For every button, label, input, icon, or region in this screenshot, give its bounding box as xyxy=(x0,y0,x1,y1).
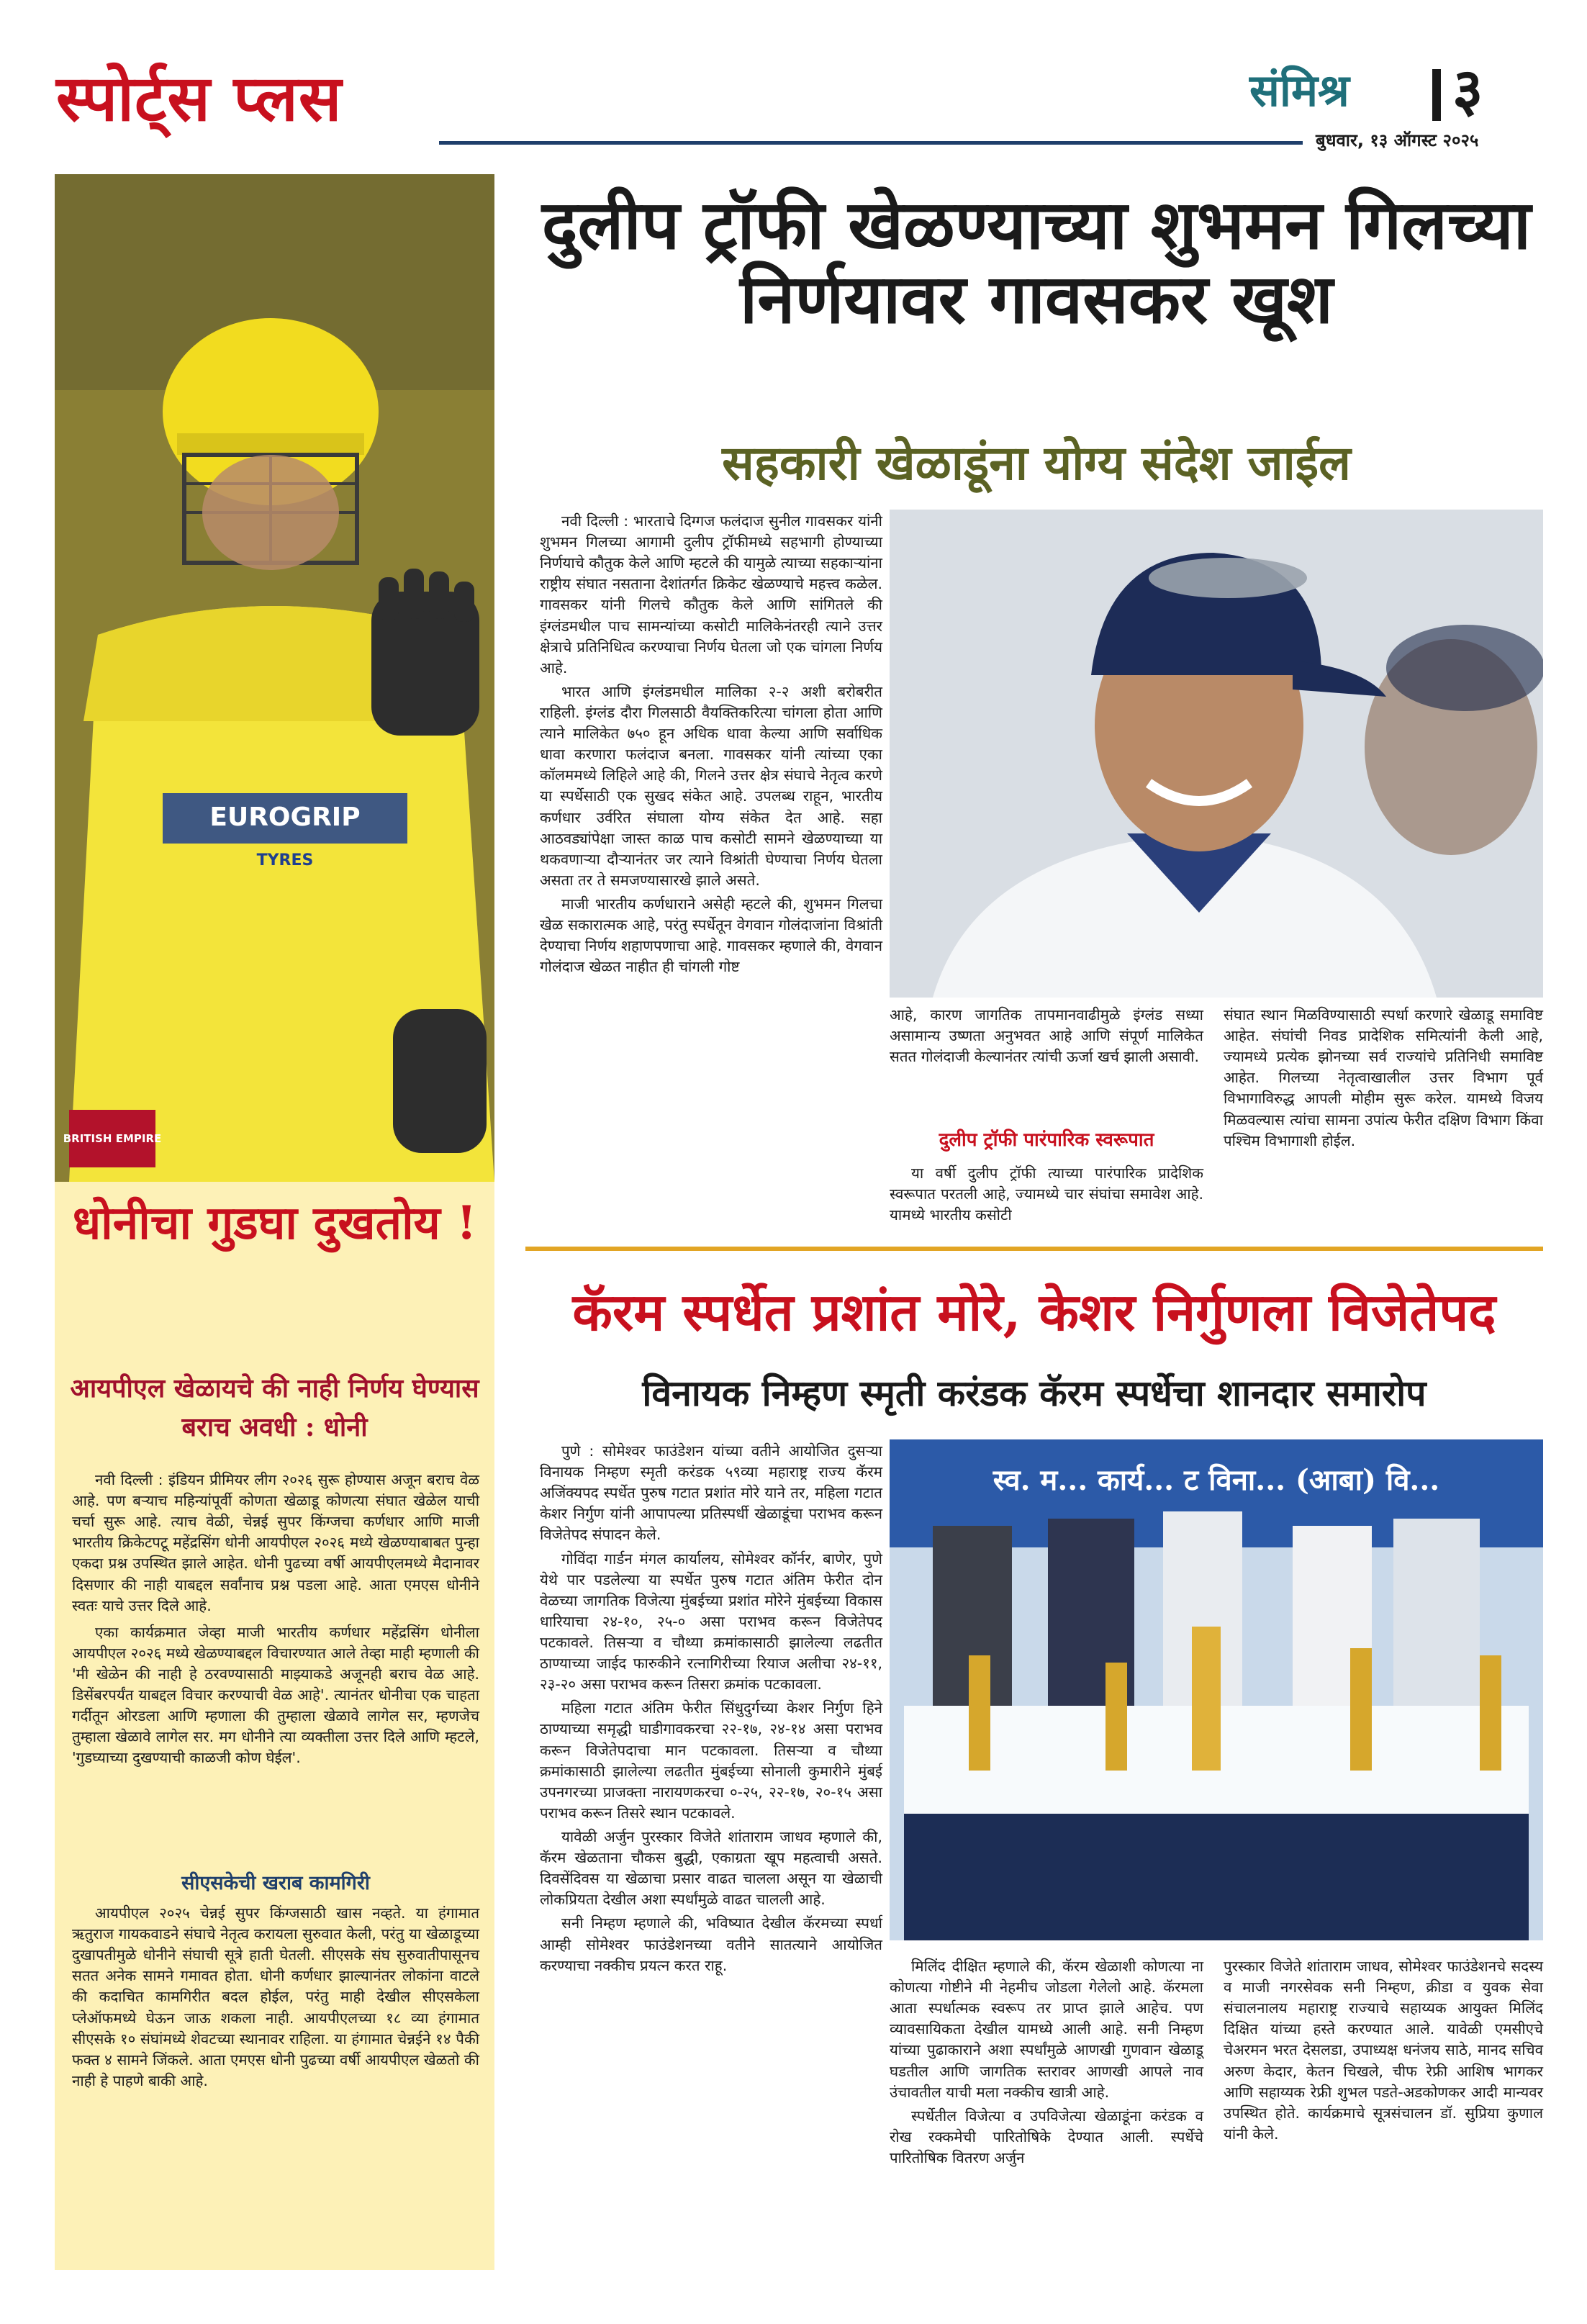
article1-column-1 xyxy=(540,511,882,980)
article2-column-2 xyxy=(890,1956,1203,2171)
masthead-title: स्पोर्ट्स प्लस xyxy=(56,60,343,135)
sidebar-body xyxy=(72,1470,479,1775)
article1-paragraph: नवी दिल्ली : भारताचे दिग्गज फलंदाज सुनील गावसकर यांनी शुभमन गिलच्या आगामी दुलीप ट्रॉफीमध्ये सहभागी होण्याच्या निर्णयाचे कौतुक केले आणि म्हटले की यामुळे त्याच्या सहकाऱ्यांना राष्ट्रीय संघात नसताना देशांतर्गत क्रिकेट खेळण्याचे महत्त्व कळेल. गावसकर यांनी गिलचे कौतुक केले आणि सांगितले की इंग्लंडमधील पाच सामन्यांच्या कसोटी मालिकेनंतरही त्याने उत्तर क्षेत्राचे प्रतिनिधित्व करण्याचा निर्णय घेतला जो एक चांगला निर्णय आहे. xyxy=(540,512,882,677)
article1-deck: सहकारी खेळाडूंना योग्य संदेश जाईल xyxy=(722,435,1351,491)
article1-column-2-top: आहे, कारण जागतिक तापमानवाढीमुळे इंग्लंड सध्या असामान्य उष्णता अनुभवत आहे आणि संपूर्ण मालिकेत सतत गोलंदाजी केल्यानंतर त्यांची ऊर्जा खर्च झाली असावी. xyxy=(890,1006,1203,1066)
article1-column-2-bottom xyxy=(890,1163,1203,1226)
article2-column-1 xyxy=(540,1441,882,1979)
page-number: ३ xyxy=(1452,55,1483,125)
section-name: संमिश्र xyxy=(1249,64,1349,117)
sponsor-logo-text: EUROGRIP xyxy=(209,802,361,832)
article1-paragraph: या वर्षी दुलीप ट्रॉफी त्याच्या पारंपारिक प्रादेशिक स्वरूपात परतली आहे, ज्यामध्ये चार संघांचा समावेश आहे. यामध्ये भारतीय कसोटी xyxy=(890,1165,1203,1224)
sidebar-paragraph: आयपीएल २०२५ चेन्नई सुपर किंग्जसाठी खास नव्हते. या हंगामात ऋतुराज गायकवाडने संघाचे नेतृत्व करायला सुरुवात केली, परंतु या खेळाडूच्या दुखापतीमुळे धोनीने संघाची सूत्रे हाती घेतली. सीएसके संघ सुरुवातीपासूनच सतत अनेक सामने गमावत होता. धोनी कर्णधार झाल्यानंतर लोकांना वाटले की कदाचित कामगिरीत बदल होईल, परंतु माही देखील सीएसकेला प्लेऑफमध्ये घेऊन जाऊ शकला नाही. आयपीएलच्या १८ व्या हंगामात सीएसके १० संघांमध्ये शेवटच्या स्थानावर राहिला. या हंगामात चेन्नईने १४ पैकी फक्त ४ सामने जिंकले. आता एमएस धोनी पुढच्या वर्षी आयपीएल खेळतो की नाही हे पाहणे बाकी आहे. xyxy=(72,1904,479,2089)
sidebar-paragraph: एका कार्यक्रमात जेव्हा माजी भारतीय कर्णधार महेंद्रसिंग धोनीला आयपीएल २०२६ मध्ये खेळण्याबद्दल विचारण्यात आले तेव्हा माही म्हणाली की 'मी खेळेन की नाही हे ठरवण्यासाठी माझ्याकडे अजूनही बराच वेळ आहे. डिसेंबरपर्यंत याबद्दल विचार करण्याची वेळ आहे'. त्यानंतर धोनीचा एक चाहता गर्दीतून ओरडला आणि म्हणाला की तुम्हाला खेळावे लागेल सर, म्हणजेच तुम्हाला खेळावे लागेल सर. मग धोनीने त्या व्यक्तीला उत्तर दिले आणि म्हटले, 'गुडघ्याच्या दुखण्याची काळजी कोण घेईल'. xyxy=(72,1623,479,1767)
award-ceremony-photo xyxy=(890,1439,1543,1940)
sidebar-headline: धोनीचा गुडघा दुखतोय ! xyxy=(72,1196,477,1250)
section-divider-rule xyxy=(525,1247,1543,1251)
article1-paragraph: भारत आणि इंग्लंडमधील मालिका २-२ अशी बरोबरीत राहिली. इंग्लंड दौरा गिलसाठी वैयक्तिकरित्या चांगला होता आणि त्याने मालिकेत ७५० हून अधिक धावा केल्या आणि सर्वाधिक धावा करणारा फलंदाज बनला. गावसकर यांनी त्यांच्या एका कॉलममध्ये लिहिले आहे की, गिलने उत्तर क्षेत्र संघाचे नेतृत्व करणे या स्पर्धेसाठी एक सुखद संकेत आहे. उपलब्ध राहून, भारतीय कर्णधार उर्वरित संघाला योग्य संकेत देत आहे. सहा आठवड्यांपेक्षा जास्त काळ पाच कसोटी सामने खेळण्याच्या या थकवणाऱ्या दौऱ्यानंतर जर त्याने विश्रांती घेण्याचा निर्णय घेतला असता तर ते समजण्यासारखे झाले असते. xyxy=(540,682,882,889)
award-banner-text: स्व. म... कार्य... ट विना... (आबा) वि... xyxy=(993,1463,1440,1497)
top-rule xyxy=(439,141,1303,145)
article1-subhead: दुलीप ट्रॉफी पारंपारिक स्वरूपात xyxy=(939,1129,1154,1151)
section-divider xyxy=(1432,69,1441,121)
article1-paragraph: माजी भारतीय कर्णधाराने असेही म्हटले की, शुभमन गिलचा खेळ सकारात्मक आहे, परंतु स्पर्धेतून वेगवान गोलंदाजांना विश्रांती देण्याचा निर्णय शहाणपणाचा आहे. गावसकर म्हणाले की, वेगवान गोलंदाज खेळत नाहीत ही चांगली गोष्ट xyxy=(540,895,882,976)
badge-logo: BRITISH EMPIRE xyxy=(63,1132,162,1145)
article2-paragraph: गोविंदा गार्डन मंगल कार्यालय, सोमेश्वर कॉर्नर, बाणेर, पुणे येथे पार पडलेल्या या स्पर्धेत पुरुष गटात अंतिम फेरीत दोन वेळच्या जागतिक विजेत्या मुंबईच्या प्रशांत मोरेने मुंबईच्या विकास धारियाचा २४-१०, २५-० असा पराभव करून विजेतेपद पटकावले. तिसऱ्या व चौथ्या क्रमांकासाठी झालेल्या लढतीत ठाण्याच्या जाईद फारुकीने रत्नागिरीच्या रियाज अलीचा २४-११, २३-२० असा पराभव करून तिसरा क्रमांक पटकावला. xyxy=(540,1550,882,1694)
article2-paragraph: मिलिंद दीक्षित म्हणाले की, कॅरम खेळाशी कोणत्या ना कोणत्या गोष्टीने मी नेहमीच जोडला गेलेलो आहे. कॅरमला आता स्पर्धात्मक स्वरूप तर प्राप्त झाले आहेच. पण व्यावसायिकता देखील यामध्ये आली आहे. सनी निम्हण यांच्या पुढाकाराने अशा स्पर्धांमुळे आणखी गुणवान खेळाडू घडतील आणि जागतिक स्तरावर आणखी आपले नाव उंचावतील याची मला नक्कीच खात्री आहे. xyxy=(890,1958,1203,2101)
article2-column-3: पुरस्कार विजेते शांताराम जाधव, सोमेश्वर फाउंडेशनचे सदस्य व माजी नगरसेवक सनी निम्हण, क्रीडा व युवक सेवा संचालनालय महाराष्ट्र राज्याचे सहाय्यक आयुक्त मिलिंद दिक्षित यांच्या हस्ते करण्यात आले. यावेळी एमसीएचे चेअरमन भरत देसलडा, उपाध्यक्ष धनंजय साठे, मानद सचिव अरुण केदार, केतन चिखले, चीफ रेफ्री आशिष भागकर आणि सहाय्यक रेफ्री शुभल पडते-अडकोणकर आदी मान्यवर उपस्थित होते. कार्यक्रमाचे सूत्रसंचालन डॉ. सुप्रिया कुणाल यांनी केले. xyxy=(1224,1958,1543,2143)
date-line: बुधवार, १३ ऑगस्ट २०२५ xyxy=(1316,130,1479,150)
sidebar-subhead: सीएसकेची खराब कामगिरी xyxy=(181,1872,370,1894)
article2-paragraph: महिला गटात अंतिम फेरीत सिंधुदुर्गच्या केशर निर्गुण हिने ठाण्याच्या समृद्धी घाडीगावकरचा २२-१७, २४-१४ असा पराभव करून विजेतेपदाचा मान पटकावला. तिसऱ्या व चौथ्या क्रमांकासाठी झालेल्या लढतीत मुंबईच्या सोनाली कुमारीने मुंबई उपनगरच्या प्राजक्ता नारायणकरचा ०-२५, २२-१७, २०-१५ असा पराभव करून तिसरे स्थान पटकावले. xyxy=(540,1699,882,1822)
dhoni-photo xyxy=(55,174,494,1182)
article2-headline: कॅरम स्पर्धेत प्रशांत मोरे, केशर निर्गुणला विजेतेपद xyxy=(572,1281,1496,1342)
article2-paragraph: यावेळी अर्जुन पुरस्कार विजेते शांताराम जाधव म्हणाले की, कॅरम खेळताना चौकस बुद्धी, एकाग्रता खूप महत्वाची असते. दिवसेंदिवस या खेळाचा प्रसार वाढत चालला असून या खेळाची लोकप्रियता देखील अशा स्पर्धांमुळे वाढत चालली आहे. xyxy=(540,1827,882,1909)
article1-column-3: संघात स्थान मिळविण्यासाठी स्पर्धा करणारे खेळाडू समाविष्ट आहेत. संघांची निवड प्रादेशिक समित्यांनी केली आहे, ज्यामध्ये प्रत्येक झोनच्या सर्व राज्यांचे प्रतिनिधी समाविष्ट आहेत. गिलच्या नेतृत्वाखालील उत्तर विभाग पूर्व विभागाविरुद्ध आपली मोहीम सुरू करेल. यामध्ये विजय मिळवल्यास त्यांचा सामना उपांत्य फेरीत दक्षिण विभाग किंवा पश्चिम विभागाशी होईल. xyxy=(1224,1006,1543,1149)
dhoni-illustration xyxy=(55,174,494,1182)
sponsor-logo-sub: TYRES xyxy=(256,851,314,869)
article1-headline: दुलीप ट्रॉफी खेळण्याच्या शुभमन गिलच्या निर्णयावर गावसकर खूश xyxy=(541,186,1532,340)
article2-paragraph: स्पर्धेतील विजेत्या व उपविजेत्या खेळाडूंना करंडक व रोख रक्कमेची पारितोषिके देण्यात आली. स्पर्धेचे पारितोषिक वितरण अर्जुन xyxy=(890,2107,1203,2166)
article2-paragraph: सनी निम्हण म्हणाले की, भविष्यात देखील कॅरमच्या स्पर्धा आम्ही सोमेश्वर फाउंडेशनच्या वतीने सातत्याने आयोजित करण्याचा नक्कीच प्रयत्न करत राहू. xyxy=(540,1914,882,1974)
award-illustration xyxy=(890,1439,1543,1940)
sidebar-subheadline: आयपीएल खेळायचे की नाही निर्णय घेण्यास बराच अवधी : धोनी xyxy=(70,1373,479,1442)
article2-deck: विनायक निम्हण स्मृती करंडक कॅरम स्पर्धेचा शानदार समारोप xyxy=(642,1372,1427,1414)
gill-photo xyxy=(890,510,1543,998)
article2-paragraph: पुणे : सोमेश्वर फाउंडेशन यांच्या वतीने आयोजित दुसऱ्या विनायक निम्हण स्मृती करंडक ५९व्या महाराष्ट्र राज्य कॅरम अजिंक्यपद स्पर्धेत पुरुष गटात प्रशांत मोरे याने तर, महिला गटात केशर निर्गुण यांनी आपापल्या प्रतिस्पर्धी खेळाडूंचा पराभव करून विजेतेपद संपादन केले. xyxy=(540,1442,882,1544)
sidebar-paragraph: नवी दिल्ली : इंडियन प्रीमियर लीग २०२६ सुरू होण्यास अजून बराच वेळ आहे. पण बऱ्याच महिन्यांपूर्वी कोणता खेळाडू कोणत्या संघात खेळेल याची चर्चा सुरू आहे. त्याच वेळी, चेन्नई सुपर किंग्जचा कर्णधार आणि माजी भारतीय क्रिकेटपटू महेंद्रसिंग धोनी आयपीएल २०२६ मध्ये खेळण्याबाबत पुन्हा एकदा प्रश्न उपस्थित झाले आहेत. धोनी पुढच्या वर्षी आयपीएलमध्ये मैदानावर दिसणार की नाही याबद्दल सर्वांनाच प्रश्न पडला आहे. आता एमएस धोनीने स्वतः याचे उत्तर दिले आहे. xyxy=(72,1471,479,1614)
sidebar-body-2 xyxy=(72,1903,479,2092)
gill-illustration xyxy=(890,510,1543,998)
